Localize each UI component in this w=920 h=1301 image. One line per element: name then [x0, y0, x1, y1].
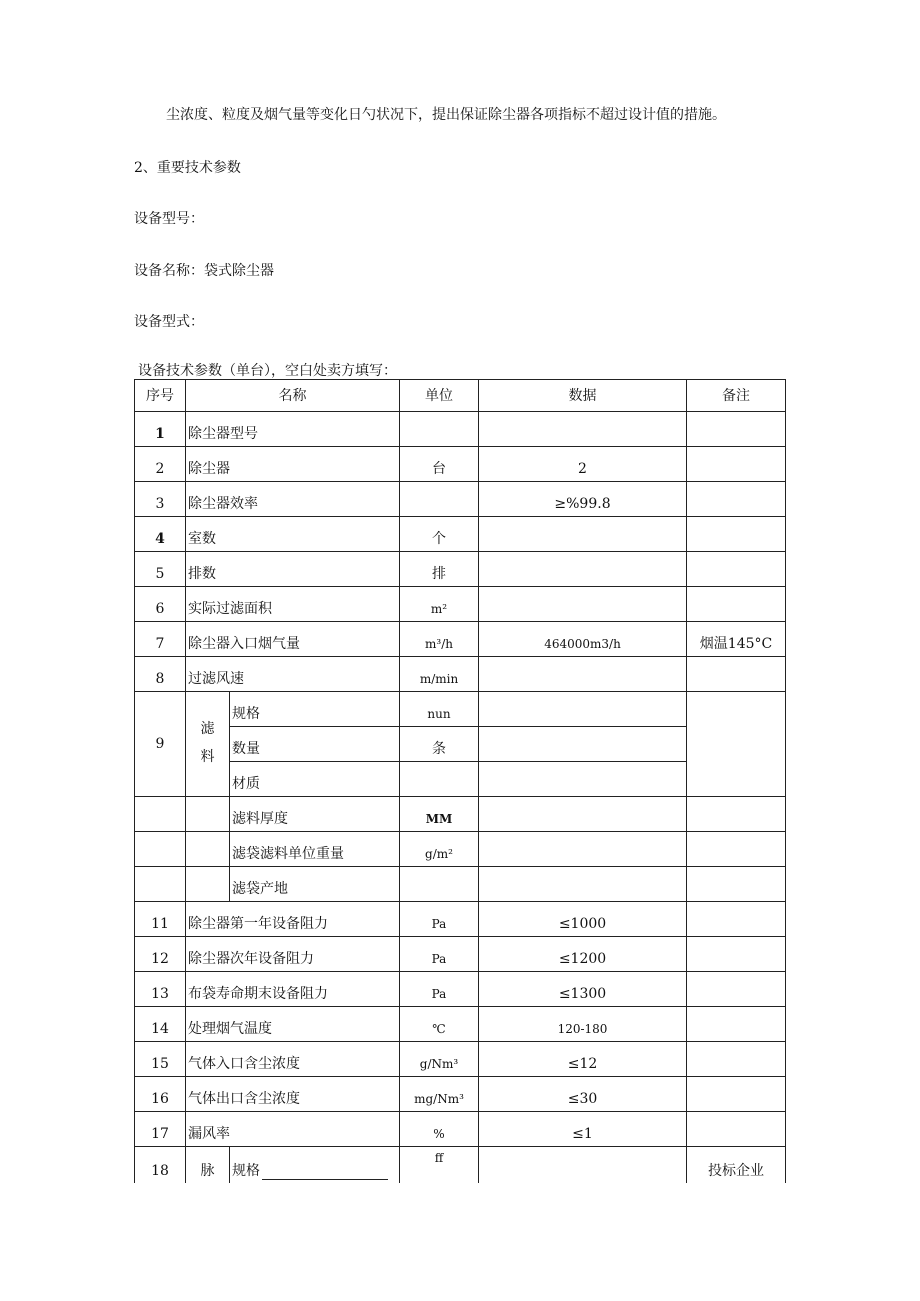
- row-name: 过滤风速: [186, 657, 400, 692]
- row-no: [135, 797, 186, 832]
- row-data: [479, 657, 687, 692]
- row-no: 14: [135, 1007, 186, 1042]
- row-no: 2: [135, 447, 186, 482]
- row-remark: [687, 412, 786, 447]
- row-no: 11: [135, 902, 186, 937]
- row-data: [479, 692, 687, 727]
- table-row: [135, 1077, 786, 1112]
- row-no: 5: [135, 552, 186, 587]
- filter-extra-row: [135, 797, 786, 832]
- row-unit: ff: [400, 1147, 479, 1184]
- row-unit: [400, 867, 479, 902]
- row-data: 120-180: [479, 1007, 687, 1042]
- row-remark: 烟温145°C: [687, 622, 786, 657]
- row-unit: m/min: [400, 657, 479, 692]
- row-unit: Pa: [400, 972, 479, 1007]
- row-name: 数量: [230, 727, 400, 762]
- row-name: 室数: [186, 517, 400, 552]
- row-data: [479, 587, 687, 622]
- row-no: 6: [135, 587, 186, 622]
- table-row: [135, 587, 786, 622]
- row-unit: 台: [400, 447, 479, 482]
- row-data: [479, 867, 687, 902]
- filter-extra-row: [135, 832, 786, 867]
- row-remark: [687, 447, 786, 482]
- row-name: 除尘器型号: [186, 412, 400, 447]
- row-group: [186, 832, 230, 867]
- row-data: ≤1300: [479, 972, 687, 1007]
- row-unit: [400, 482, 479, 517]
- row-name: 规格: [232, 1163, 260, 1179]
- table-row: [135, 902, 786, 937]
- row-data: ≤1000: [479, 902, 687, 937]
- table-row: [135, 657, 786, 692]
- row-remark: [687, 902, 786, 937]
- row-name: 除尘器效率: [186, 482, 400, 517]
- row-name: 除尘器次年设备阻力: [186, 937, 400, 972]
- row-no: [135, 832, 186, 867]
- header-unit: 单位: [400, 380, 479, 412]
- row-data: ≤1: [479, 1112, 687, 1147]
- table-row: [135, 412, 786, 447]
- filter-group-label: [186, 692, 230, 797]
- row-unit: Pa: [400, 902, 479, 937]
- row-remark: [687, 657, 786, 692]
- row-unit: 条: [400, 727, 479, 762]
- row-unit: mg/Nm³: [400, 1077, 479, 1112]
- row-no: 8: [135, 657, 186, 692]
- row-name: 规格: [230, 692, 400, 727]
- row-name: 漏风率: [186, 1112, 400, 1147]
- table-row: [135, 482, 786, 517]
- header-remark: 备注: [687, 380, 786, 412]
- row-data: [479, 1147, 687, 1184]
- row-remark: [687, 587, 786, 622]
- row-remark: [687, 972, 786, 1007]
- row-data: ≤30: [479, 1077, 687, 1112]
- row-no: 15: [135, 1042, 186, 1077]
- row-no: 1: [135, 412, 186, 447]
- filter-group-remark: [687, 692, 786, 797]
- row-data: 464000m3/h: [479, 622, 687, 657]
- row-name: 气体出口含尘浓度: [186, 1077, 400, 1112]
- row-data: [479, 832, 687, 867]
- continuation-paragraph: 尘浓度、粒度及烟气量等变化日勺状况下，提出保证除尘器各项指标不超过设计值的措施。: [166, 107, 726, 123]
- row-remark: [687, 797, 786, 832]
- row-no: 16: [135, 1077, 186, 1112]
- row-no: 17: [135, 1112, 186, 1147]
- row-remark: [687, 832, 786, 867]
- row-no: [135, 867, 186, 902]
- table-row: [135, 1007, 786, 1042]
- row-no: 4: [135, 517, 186, 552]
- table-row: [135, 1112, 786, 1147]
- row-name: 布袋寿命期末设备阻力: [186, 972, 400, 1007]
- table-header-row: [135, 380, 786, 412]
- row-remark: [687, 867, 786, 902]
- row-no: 12: [135, 937, 186, 972]
- technical-params-table: [134, 379, 786, 1183]
- row-unit: [400, 412, 479, 447]
- header-data: 数据: [479, 380, 687, 412]
- row-name-with-blank: [230, 1147, 400, 1184]
- row-name: 处理烟气温度: [186, 1007, 400, 1042]
- name-label: 设备名称：袋式除尘器: [134, 263, 274, 279]
- row-unit: nun: [400, 692, 479, 727]
- row-remark: 投标企业: [687, 1147, 786, 1184]
- row-group: 脉: [186, 1147, 230, 1184]
- row-unit: m²: [400, 587, 479, 622]
- header-no: 序号: [135, 380, 186, 412]
- row-unit: ℃: [400, 1007, 479, 1042]
- row-unit: 个: [400, 517, 479, 552]
- table-row: [135, 1042, 786, 1077]
- filter-row: [135, 692, 786, 727]
- row-name: 除尘器: [186, 447, 400, 482]
- row-no: 18: [135, 1147, 186, 1184]
- table-row: [135, 972, 786, 1007]
- row-data: [479, 517, 687, 552]
- row-unit: %: [400, 1112, 479, 1147]
- row-name: 排数: [186, 552, 400, 587]
- row-remark: [687, 517, 786, 552]
- table-row: [135, 1147, 786, 1184]
- filter-group-char: 料: [200, 748, 215, 765]
- row-unit: 排: [400, 552, 479, 587]
- row-remark: [687, 552, 786, 587]
- table-row: [135, 937, 786, 972]
- table-row: [135, 622, 786, 657]
- row-group: [186, 867, 230, 902]
- row-data: ≤12: [479, 1042, 687, 1077]
- row-name: 滤袋产地: [230, 867, 400, 902]
- row-no: 3: [135, 482, 186, 517]
- section-title: 2、重要技术参数: [134, 160, 241, 176]
- row-data: [479, 797, 687, 832]
- row-data: 2: [479, 447, 687, 482]
- row-data: [479, 412, 687, 447]
- row-remark: [687, 1007, 786, 1042]
- row-remark: [687, 482, 786, 517]
- row-data: [479, 727, 687, 762]
- row-unit: m³/h: [400, 622, 479, 657]
- row-unit: [400, 762, 479, 797]
- row-unit: g/m²: [400, 832, 479, 867]
- row-unit: Pa: [400, 937, 479, 972]
- fill-in-blank-line: [262, 1165, 388, 1180]
- row-data: [479, 762, 687, 797]
- type-label: 设备型式：: [134, 314, 204, 330]
- row-name: 实际过滤面积: [186, 587, 400, 622]
- header-name: 名称: [186, 380, 400, 412]
- row-remark: [687, 1112, 786, 1147]
- row-name: 除尘器入口烟气量: [186, 622, 400, 657]
- table-row: [135, 447, 786, 482]
- row-name: 材质: [230, 762, 400, 797]
- row-unit: MM: [400, 797, 479, 832]
- row-remark: [687, 1077, 786, 1112]
- row-data: ≤1200: [479, 937, 687, 972]
- filter-group-no: 9: [135, 692, 186, 797]
- table-caption: 设备技术参数（单台），空白处卖方填写：: [138, 363, 397, 379]
- row-name: 滤料厚度: [230, 797, 400, 832]
- row-name: 除尘器第一年设备阻力: [186, 902, 400, 937]
- table-row: [135, 552, 786, 587]
- row-name: 滤袋滤料单位重量: [230, 832, 400, 867]
- row-group: [186, 797, 230, 832]
- filter-group-char: 滤: [200, 720, 215, 737]
- row-name: 气体入口含尘浓度: [186, 1042, 400, 1077]
- row-data: [479, 552, 687, 587]
- table-row: [135, 517, 786, 552]
- filter-extra-row: [135, 867, 786, 902]
- row-data: ≥%99.8: [479, 482, 687, 517]
- row-no: 13: [135, 972, 186, 1007]
- row-remark: [687, 937, 786, 972]
- row-unit: g/Nm³: [400, 1042, 479, 1077]
- row-remark: [687, 1042, 786, 1077]
- row-no: 7: [135, 622, 186, 657]
- model-label: 设备型号：: [134, 211, 204, 227]
